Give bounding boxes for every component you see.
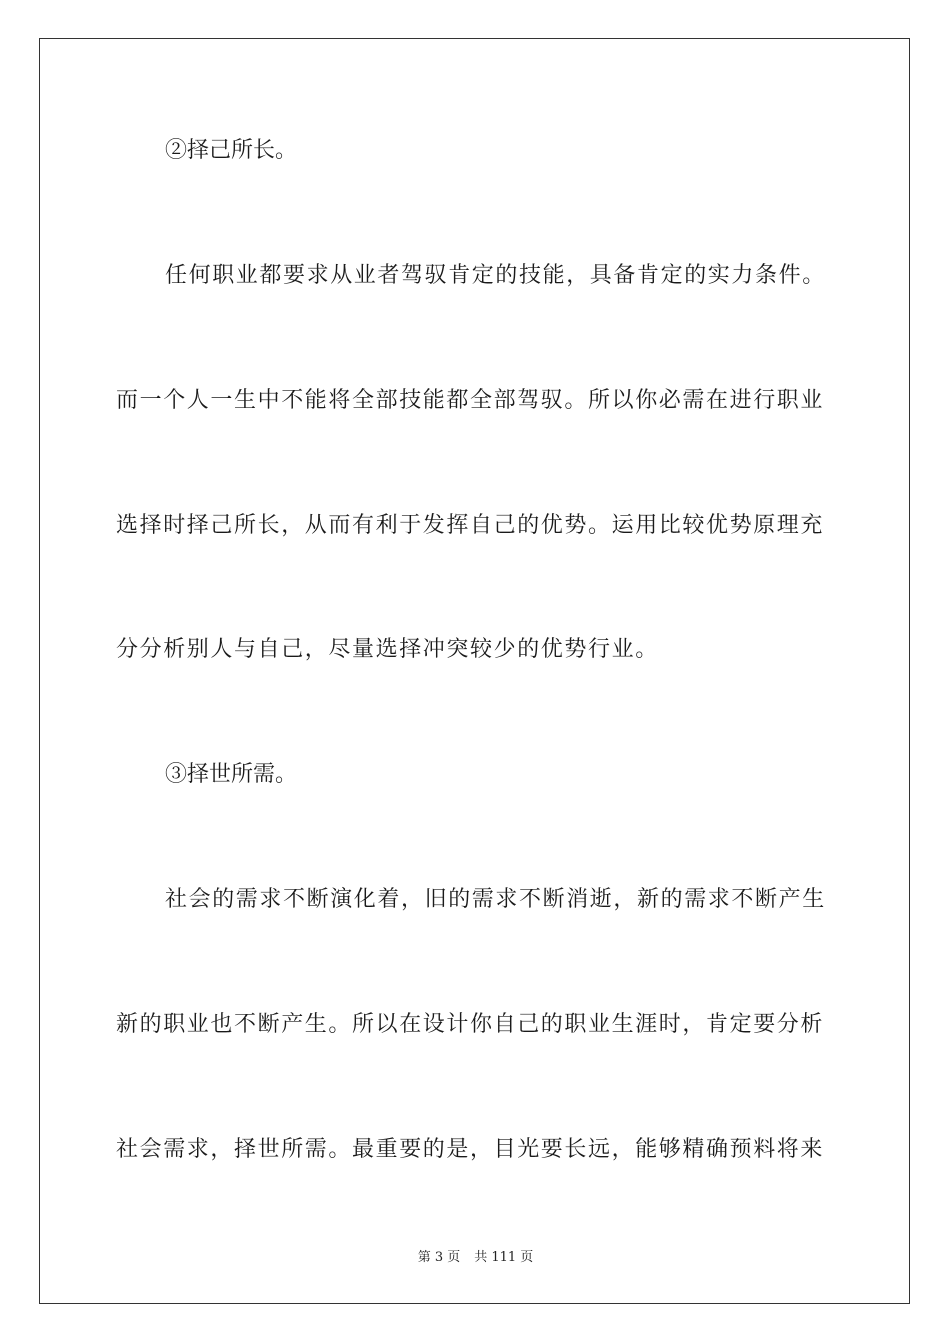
page-total: 共 111 页 bbox=[474, 1250, 534, 1265]
paragraph-line: 而一个人一生中不能将全部技能都全部驾驭。所以你必需在进行职业 bbox=[116, 388, 825, 413]
paragraph-line: 新的职业也不断产生。所以在设计你自己的职业生涯时，肯定要分析 bbox=[116, 1012, 825, 1037]
page-frame bbox=[39, 38, 910, 1304]
paragraph-line: 任何职业都要求从业者驾驭肯定的技能，具备肯定的实力条件。 bbox=[165, 263, 826, 288]
page-footer bbox=[40, 1249, 911, 1267]
heading-choose-strengths: ②择己所长。 bbox=[165, 138, 298, 163]
paragraph-line: 选择时择己所长，从而有利于发挥自己的优势。运用比较优势原理充 bbox=[116, 513, 825, 538]
paragraph-line: 分分析别人与自己，尽量选择冲突较少的优势行业。 bbox=[116, 637, 659, 662]
page-number: 第 3 页 bbox=[417, 1250, 461, 1265]
paragraph-line: 社会需求，择世所需。最重要的是，目光要长远，能够精确预料将来 bbox=[116, 1137, 825, 1162]
paragraph-line: 社会的需求不断演化着，旧的需求不断消逝，新的需求不断产生 bbox=[165, 887, 826, 912]
heading-choose-demand: ③择世所需。 bbox=[165, 762, 298, 787]
